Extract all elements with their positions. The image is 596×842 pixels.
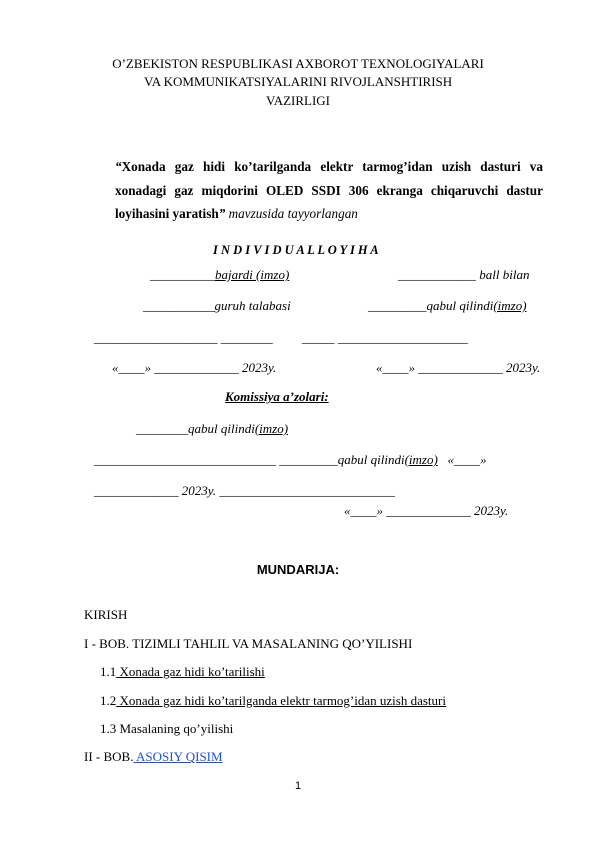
commission-accepted-imzo: (imzo) (254, 421, 289, 436)
executor-signature (150, 267, 289, 283)
accepted-imzo: (imzo) (493, 298, 527, 313)
date-right[interactable]: «____» _____________ 2023y. (376, 360, 541, 375)
accepted-label: qabul qilindi (426, 298, 494, 313)
contents-heading: MUNDARIJA: (256, 562, 340, 577)
toc-item-link[interactable]: ASOSIY QISIM (133, 749, 223, 764)
toc-item-label: KIRISH (84, 607, 128, 622)
commission-accepted (136, 421, 288, 437)
toc-item-chapter-2[interactable] (84, 749, 223, 765)
accepted-blank[interactable]: _________ (368, 298, 427, 313)
toc-item-number: 1.2 (100, 693, 117, 708)
score-label: ball bilan (476, 267, 530, 282)
document-type: I N D I V I D U A L L O Y I H A (213, 243, 379, 257)
toc-item-link[interactable]: Xonada gaz hidi ko’tarilishi (116, 664, 265, 679)
toc-item-chapter-1 (84, 636, 412, 652)
commission-row1-date[interactable]: «____» (447, 452, 487, 467)
toc-item-label: I - BOB. TIZIMLI TAHLIL VA MASALANING QO’YILISHI (84, 636, 413, 651)
commission-heading: Komissiya a’zolari: (225, 389, 329, 404)
score-blank[interactable]: ____________ (398, 267, 476, 282)
executor-label: bajardi (imzo) (215, 267, 290, 282)
commission-name-blank[interactable]: ____________________________ (94, 452, 276, 467)
commission-mid-imzo: (imzo) (404, 452, 438, 467)
commission-accepted-blank[interactable]: ________ (136, 421, 188, 436)
toc-item-link[interactable]: Xonada gaz hidi ko’tarilganda elektr tarmog’idan uzish dasturi (116, 693, 446, 708)
toc-item-kirish (84, 607, 127, 623)
topic-paragraph (115, 155, 543, 226)
name-line-right[interactable]: _____ ____________________ (302, 330, 468, 345)
commission-mid-blank[interactable]: _________ (279, 452, 338, 467)
topic-suffix: mavzusida tayyorlangan (225, 206, 358, 221)
topic-title: Xonada gaz hidi ko’tarilganda elektr tarmog’idan uzish dasturi va xonadagi gaz miqdorini OLED SSDI 306 ekranga chiqaruvchi dastur loyihasini yaratish (115, 159, 543, 221)
date-left[interactable]: «____» _____________ 2023y. (112, 360, 277, 375)
commission-row-1 (94, 452, 487, 468)
group-label: guruh talabasi (214, 298, 291, 313)
page-number: 1 (294, 780, 302, 792)
accepted-signature (368, 298, 527, 314)
toc-item-1-1[interactable] (100, 664, 265, 680)
commission-mid-label: qabul qilindi (337, 452, 405, 467)
executor-blank[interactable]: __________ (150, 267, 215, 282)
commission-accepted-label: qabul qilindi (188, 421, 255, 436)
topic-open-quote: “ (115, 159, 122, 174)
toc-item-label: 1.3 Masalaning qo’yilishi (100, 721, 234, 736)
ministry-line-1: O’ZBEKISTON RESPUBLIKASI AXBOROT TEXNOLOGIYALARI (112, 56, 484, 71)
commission-row2-date[interactable]: _____________ 2023y. (94, 483, 217, 498)
toc-item-label: II - BOB. (84, 749, 134, 764)
toc-item-1-3 (100, 721, 233, 737)
ministry-line-3: VAZIRLIGI (265, 93, 331, 108)
commission-row-2 (94, 483, 395, 499)
commission-date[interactable]: «____» _____________ 2023y. (344, 503, 509, 518)
group-blank[interactable]: ___________ (143, 298, 215, 313)
name-line-left[interactable]: ___________________ ________ (94, 330, 273, 345)
toc-item-number: 1.1 (100, 664, 117, 679)
group-student-signature (143, 298, 291, 314)
topic-close-quote: ” (218, 206, 226, 221)
commission-row2-blank[interactable]: ___________________________ (219, 483, 395, 498)
score-field (398, 267, 529, 283)
ministry-line-2: VA KOMMUNIKATSIYALARINI RIVOJLANSHTIRISH (144, 74, 453, 89)
toc-item-1-2[interactable] (100, 693, 446, 709)
